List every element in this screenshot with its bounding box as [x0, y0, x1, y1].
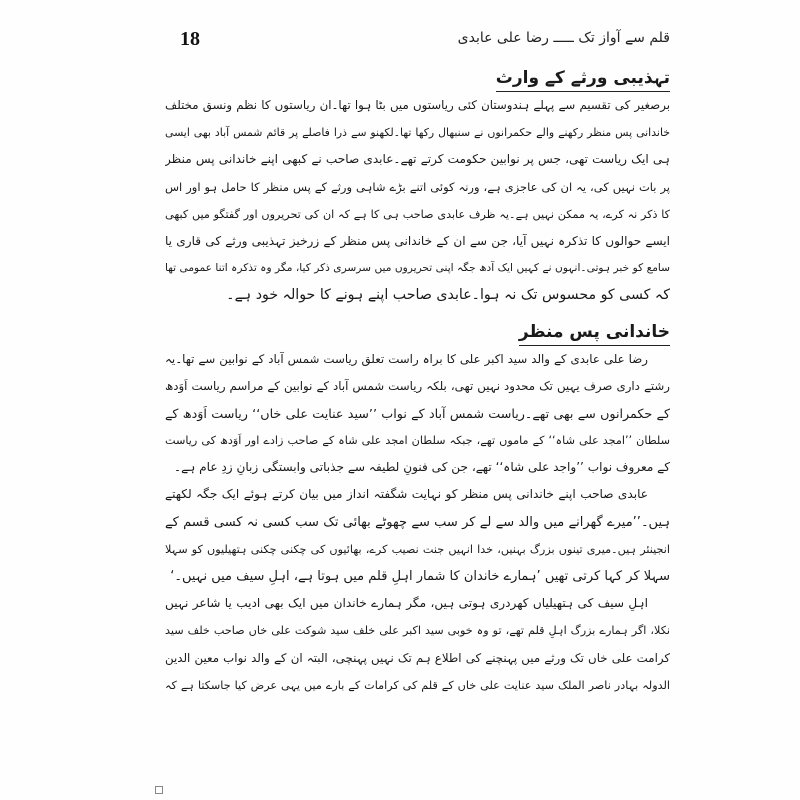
text-line: ایسے حوالوں کا تذکرہ نہیں آیا، جن سے ان کے خاندانی پس منظر کے زرخیز تہذیبی ورثے کی قاری یا [165, 233, 670, 248]
page-number: 18 [180, 28, 200, 50]
text-line: کہ کسی کو محسوس تک نہ ہوا۔عابدی صاحب اپنے ہونے کا حوالہ خود ہے۔ [226, 287, 670, 304]
text-line: سہلا کر کہا کرتی تھیں ’ہمارے خاندان کا شمار اہلِ قلم میں ہوتا ہے، اہلِ سیف میں نہیں۔‘ [170, 569, 670, 584]
text-line: نکلا، اگر ہمارے بزرگ اہلِ قلم تھے، تو وہ خوبی سید اکبر علی خلف سید شوکت علی خاں صاحب خلف سید [165, 624, 670, 638]
page-body [165, 66, 670, 699]
paragraph [165, 346, 670, 482]
paragraph [165, 590, 670, 699]
running-head: قلم سے آواز تک ـــــ رضا علی عابدی [457, 30, 670, 46]
text-line: پر بات نہیں کی، یہ ان کی عاجزی ہے، ورنہ کوئی اتنے بڑے شاہی ورثے کے پس منظر کا حامل ہو اور اس [165, 179, 670, 194]
text-line: ہی ایک ریاست تھی، جس پر نوابین حکومت کرتے تھے۔عابدی صاحب نے کبھی اپنے خاندانی پس منظر [165, 152, 670, 167]
text-line: کرامت علی خاں تک ورثے میں پہنچنے کی اطلاع ہم تک نہیں پہنچی، البتہ ان کے والد نواب معین الدین [165, 650, 670, 665]
text-line: انجینئر ہیں۔میری تینوں بزرگ بہنیں، خدا انہیں جنت نصیب کرے، بھائیوں کی چکنی چکنی ہتھیلیوں کو سہلا [165, 542, 670, 556]
text-line: خاندانی پس منظر رکھنے والے حکمرانوں نے سنبھال رکھا تھا۔لکھنو سے ذرا فاصلے پر قائم شمس آباد بھی ایسی [165, 126, 670, 140]
text-line: سامع کو خبر ہوتی۔انہوں نے کہیں ایک آدھ جگہ اپنی تحریروں میں سرسری ذکر کیا، مگر وہ تذکرہ اتنا عمومی تھا [165, 262, 670, 275]
text-line: کے معروف نواب ’’واجد علی شاہ‘‘ تھے، جن کی فنونِ لطیفہ سے جذباتی وابستگی زبانِ زدِ عام ہے۔ [174, 460, 670, 475]
page-header [170, 28, 670, 58]
text-line: ہیں۔’’میرے گھرانے میں والد سے لے کر سب سے چھوٹے بھائی تک سب کسی نہ کسی قسم کے [165, 514, 670, 530]
text-line: کے حکمرانوں سے بھی تھے۔ریاست شمس آباد کے نواب ’’سید عنایت علی خاں‘‘ ریاست اَوَدھ کے [165, 405, 670, 421]
paragraph [165, 92, 670, 310]
text-line: کا ذکر نہ کرے، یہ ممکن نہیں ہے۔یہ ظرف عابدی صاحب ہی کا ہے کہ ان کی تحریروں اور گفتگو میں کبھی [165, 207, 670, 221]
section-heading: خاندانی پس منظر [165, 320, 670, 346]
section-heading: تہذیبی ورثے کے وارث [165, 66, 670, 92]
section-cultural-heritage [165, 66, 670, 310]
section-family-background [165, 320, 670, 699]
text-line: رشتے داری صرف یہیں تک محدود نہیں تھی، بلکہ ریاست شمس آباد کے نوابین کے مراسم ریاست اَوَدھ [165, 378, 670, 393]
text-line: سلطان ’’امجد علی شاہ‘‘ کے ماموں تھے، جبکہ سلطان امجد علی شاہ کے صاحب زادے اور اَوَدھ کی ریاست [165, 434, 670, 448]
text-line: اہلِ سیف کی ہتھیلیاں کھردری ہوتی ہیں، مگر ہمارے خاندان میں ایک بھی ادیب یا شاعر نہیں [165, 596, 648, 611]
section-spacer [165, 310, 670, 320]
text-line: عابدی صاحب اپنے خاندانی پس منظر کو نہایت شگفتہ انداز میں بیان کرتے ہوئے ایک جگہ لکھتے [165, 487, 648, 502]
text-line: الدولہ بہادر ناصر الملک سید عنایت علی خاں کے قلم کی کرامات کے بارے میں یہی عرض کیا جاسکتا ہے کہ [165, 678, 670, 692]
text-line: برصغیر کی تقسیم سے پہلے ہندوستان کئی ریاستوں میں بٹا ہوا تھا۔ان ریاستوں کا نظم ونسق مختلف [165, 98, 670, 112]
paragraph [165, 481, 670, 590]
text-line: رضا علی عابدی کے والد سید اکبر علی کا براہ راست تعلق ریاست شمس آباد کے نوابین سے تھا۔یہ [165, 351, 648, 366]
scan-corner-mark [155, 786, 163, 794]
